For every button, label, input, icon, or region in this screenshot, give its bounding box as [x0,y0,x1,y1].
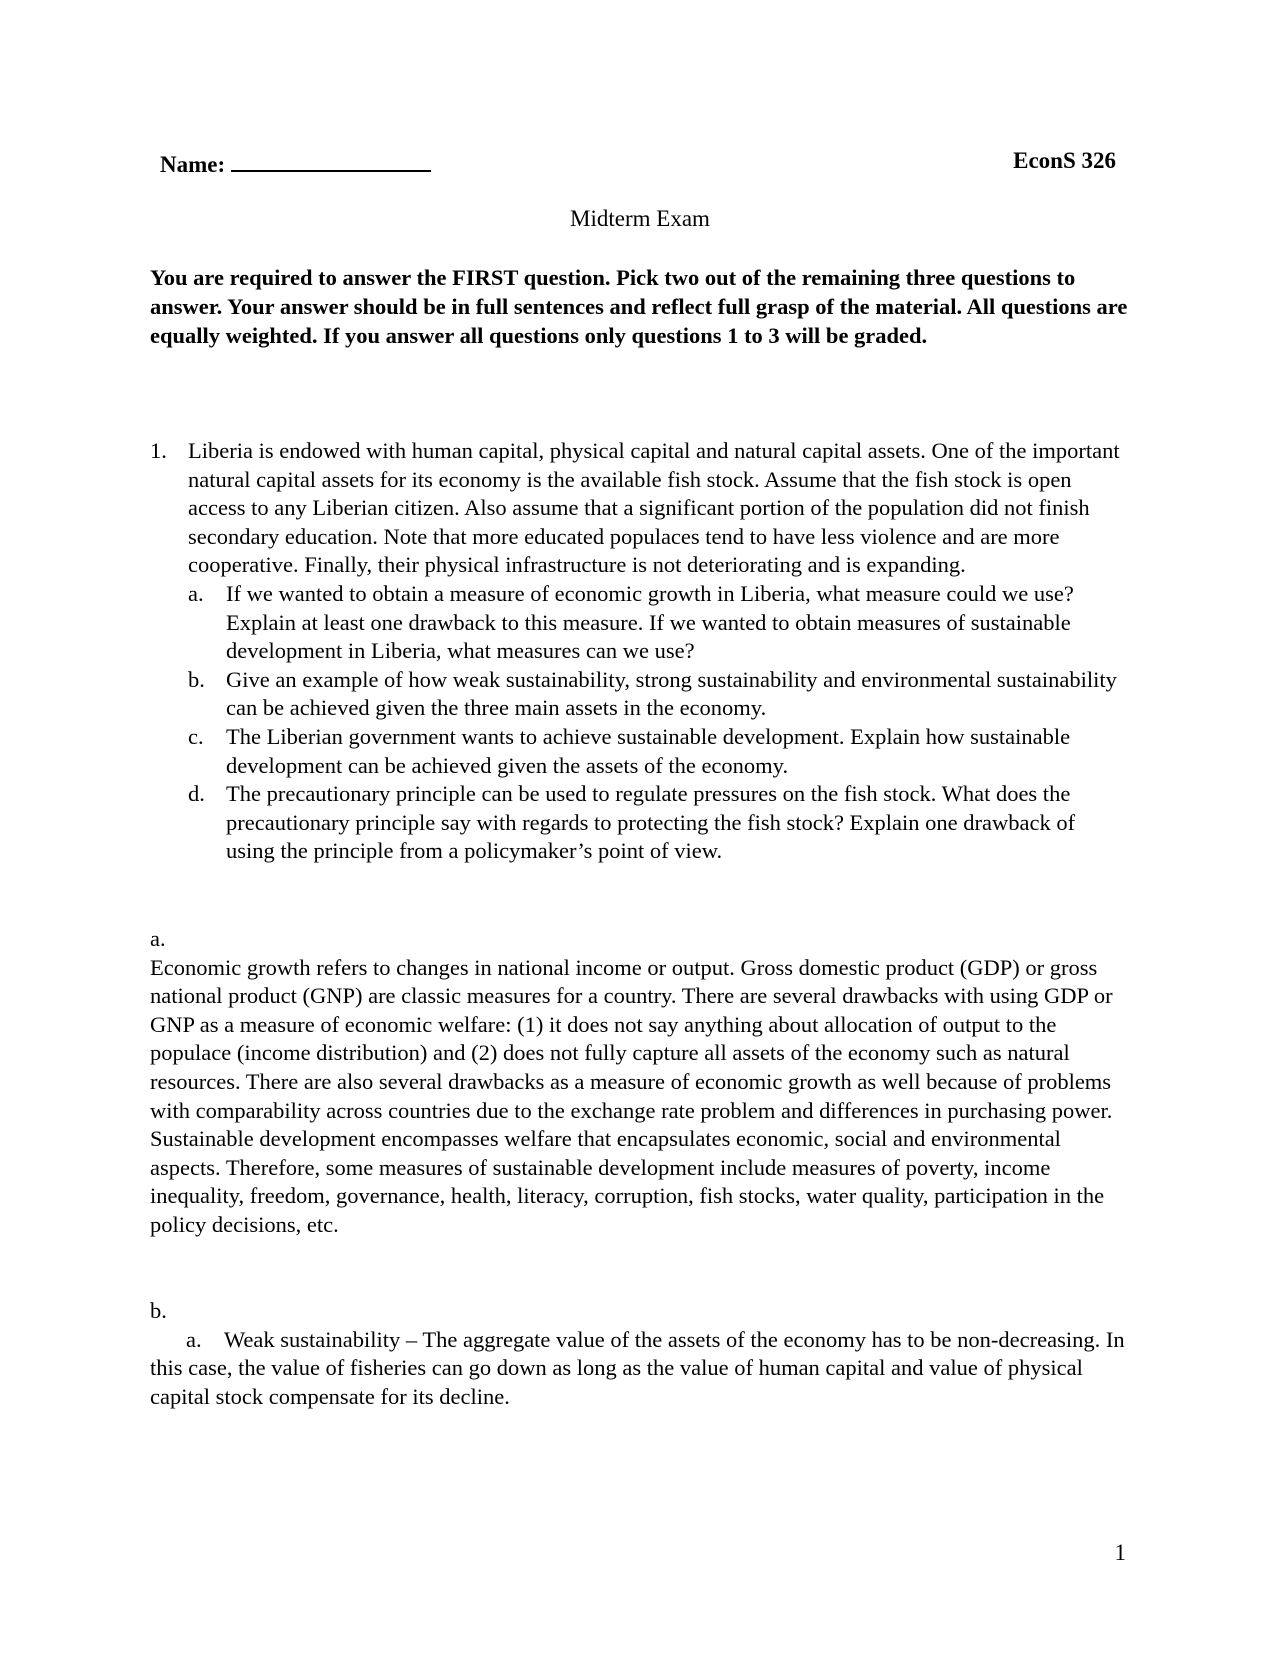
question-text: Liberia is endowed with human capital, physical capital and natural capital assets. One of the important natural capital assets for its economy is the available fish stock. Assume that the fish stock is open access to any Liberian citizen. Also assume that a significant portion of the population did not finish secondary education. Note that more educated populaces tend to have less violence and are more cooperative. Finally, their physical infrastructure is not deteriorating and is expanding. [188,438,1120,578]
instructions: You are required to answer the FIRST question. Pick two out of the remaining three questions to answer. Your answer should be in full sentences and reflect full grasp of the material. All questions are equally weighted. If you answer all questions only questions 1 to 3 will be graded. [150,265,1128,348]
part-text: The precautionary principle can be used to regulate pressures on the fish stock. What does the precautionary principle say with regards to protecting the fish stock? Explain one drawback of using the principle from a policymaker’s point of view. [226,781,1076,864]
answer-b-sub-letter: a. [186,1326,202,1352]
course-code: EconS 326 [1013,148,1116,173]
name-field [160,148,431,178]
answer-b [150,1297,1125,1411]
answer-a-text: Economic growth refers to changes in national income or output. Gross domestic product (GDP) or gross national product (GNP) are classic measures for a country. There are several drawbacks with using GDP or GNP as a measure of economic welfare: (1) it does not say anything about allocation of output to the populace (income distribution) and (2) does not fully capture all assets of the economy such as natural resources. There are also several drawbacks as a measure of economic growth as well because of problems with comparability across countries due to the exchange rate problem and differences in purchasing power. Sustainable development encompasses welfare that encapsulates economic, social and environmental aspects. Therefore, some measures of sustainable development include measures of poverty, income inequality, freedom, governance, health, literacy, corruption, fish stocks, water quality, participation in the policy decisions, etc. [150,954,1113,1237]
exam-title: Midterm Exam [570,206,710,231]
answer-a-label: a. [150,926,166,951]
answer-a [150,925,1125,1240]
part-text: The Liberian government wants to achieve sustainable development. Explain how sustainable development can be achieved given the assets of the economy. [226,723,1071,778]
answer-b-text: Weak sustainability – The aggregate value of the assets of the economy has to be non-decreasing. In this case, the value of fisheries can go down as long as the value of human capital and value of physical capital stock compensate for its decline. [150,1326,1125,1409]
question-part-c [188,723,1125,780]
part-letter: b. [188,666,205,692]
question-1 [150,437,1125,866]
answer-b-label: b. [150,1298,167,1323]
name-label: Name: [160,152,226,177]
part-letter: a. [188,580,204,606]
page-number: 1 [1114,1540,1126,1565]
header [160,148,1120,182]
part-text: If we wanted to obtain a measure of economic growth in Liberia, what measure could we use? Explain at least one drawback to this measure. If we wanted to obtain measures of sustainable development in Liberia, what measures can we use? [226,580,1074,664]
question-part-d [188,780,1125,866]
part-letter: d. [188,781,205,807]
question-part-b [188,666,1125,723]
question-part-a [188,580,1125,666]
question-number: 1. [150,438,167,463]
part-text: Give an example of how weak sustainability, strong sustainability and environmental sustainability can be achieved given the three main assets in the economy. [226,666,1117,721]
answer-b-paragraph [150,1326,1125,1412]
name-blank-line[interactable] [231,148,431,172]
part-letter: c. [188,723,204,749]
question-parts [188,580,1125,866]
